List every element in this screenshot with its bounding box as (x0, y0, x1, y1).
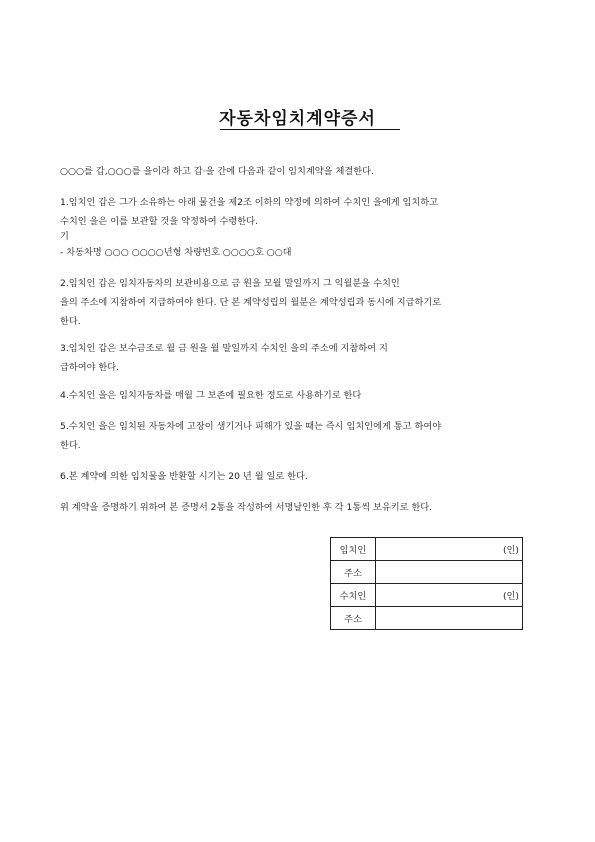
signature-table (330, 537, 523, 630)
depositor-label: 임치인 (331, 538, 376, 561)
article-1-line-3: 기 (60, 231, 69, 242)
depositary-address-label: 주소 (331, 607, 376, 630)
depositor-address-label: 주소 (331, 561, 376, 584)
article-6 (60, 467, 535, 486)
article-2-line-2: 을의 주소에 지참하여 지급하여야 한다. 단 본 계약성립의 월분은 계약성립과 동시에 지급하기로 (60, 297, 442, 308)
intro-paragraph (60, 162, 535, 181)
title-underline (220, 129, 400, 130)
depositary-address-field[interactable] (376, 607, 523, 630)
article-5-line-2: 한다. (60, 440, 81, 451)
article-1-line-2: 수치인 을은 이를 보관할 것을 약정하여 수령한다. (60, 216, 258, 227)
article-2-line-3: 한다. (60, 316, 81, 327)
article-1-line-1: 1.임치인 갑은 그가 소유하는 아래 물건을 제2조 이하의 약정에 의하여 수치인 을에게 임치하고 (60, 197, 439, 208)
article-2 (60, 274, 535, 331)
article-6-line-1: 6.본 계약에 의한 임치물을 반환할 시기는 20 년 월 일로 한다. (60, 471, 308, 482)
article-1-line-4: - 차동차명 ○○○ ○○○○년형 차량번호 ○○○○호 ○○대 (60, 247, 292, 258)
signature-row-depositary-address (331, 607, 523, 630)
signature-row-depositor-address (331, 561, 523, 584)
article-4-line-1: 4.수치인 을은 임치자동차를 매월 그 보존에 필요한 정도로 사용하기로 한다 (60, 390, 362, 401)
article-2-line-1: 2.임치인 갑은 임치자동차의 보관비용으로 금 원을 모월 말일까지 그 익월분을 수치인 (60, 278, 400, 289)
closing-paragraph (60, 498, 535, 517)
document-title: 자동차임치계약증서 (219, 109, 376, 129)
article-3-line-1: 3.임치인 갑은 보수금조로 월 금 원을 월 말일까지 수치인 을의 주소에 지참하여 지 (60, 343, 388, 354)
depositor-address-field[interactable] (376, 561, 523, 584)
article-1 (60, 193, 535, 262)
depositary-seal-field[interactable]: (인) (376, 584, 523, 607)
closing-line: 위 계약을 증명하기 위하여 본 증명서 2통을 작성하여 서명날인한 후 각 1통씩 보유키로 한다. (60, 502, 433, 513)
article-5-line-1: 5.수치인 을은 임치된 자동차에 고장이 생기거나 피해가 있을 때는 즉시 임치인에게 통고 하여야 (60, 421, 442, 432)
depositary-label: 수치인 (331, 584, 376, 607)
article-3 (60, 339, 535, 377)
article-3-line-2: 급하여야 한다. (60, 362, 120, 373)
signature-row-depositary (331, 584, 523, 607)
depositor-seal-field[interactable]: (인) (376, 538, 523, 561)
article-5 (60, 417, 535, 455)
signature-row-depositor (331, 538, 523, 561)
intro-line: ○○○를 갑,○○○를 을이라 하고 갑·을 간에 다음과 같이 임치계약을 체결한다. (60, 166, 374, 177)
article-4 (60, 386, 535, 405)
